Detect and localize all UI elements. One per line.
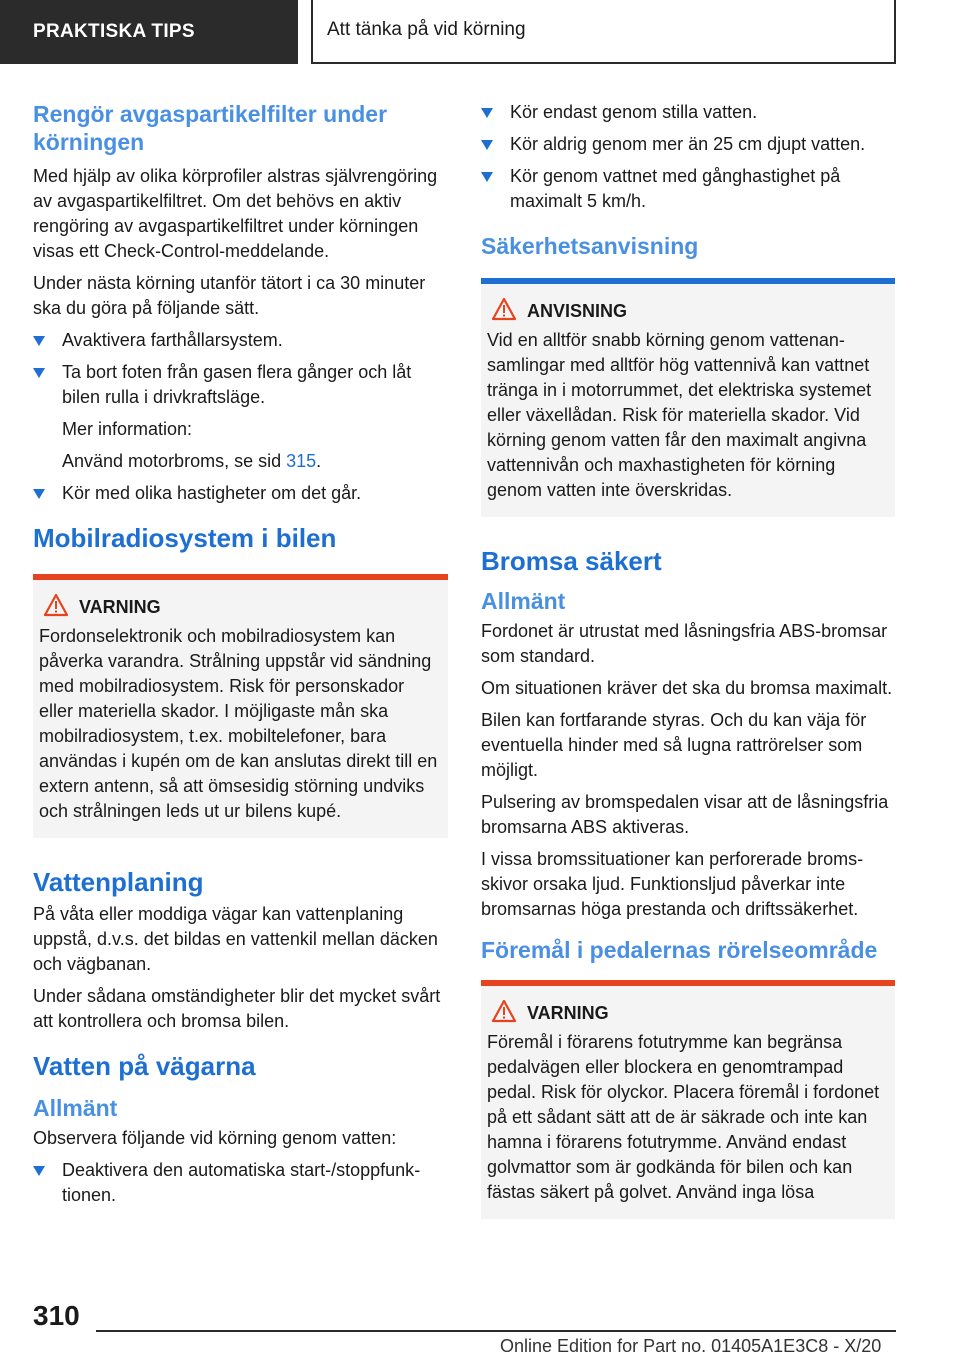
pedal-heading: Föremål i pedalernas rörelseområde	[481, 937, 878, 963]
brake-paragraph-4: Pulsering av bromspedalen visar att de låsningsfria bromsarna ABS aktiveras.	[481, 792, 889, 837]
triangle-bullet-icon	[33, 336, 45, 346]
triangle-bullet-icon	[481, 108, 493, 118]
mobile-heading: Mobilradiosystem i bilen	[33, 523, 337, 553]
page-number: 310	[33, 1300, 80, 1331]
dpf-list	[33, 328, 448, 410]
aquaplaning-paragraph-1: På våta eller moddiga vägar kan vattenplaning uppstå, d.v.s. det bildas en vattenkil mellan däcken och vägbanan.	[33, 904, 438, 974]
list-item: Kör med olika hastigheter om det går.	[33, 481, 448, 506]
dpf-paragraph-1: Med hjälp av olika körprofiler alstras självrengöring av avgaspartikelfiltret. Om det behövs en aktiv rengöring av avgaspartikelfiltret under körningen visas ett Check-Control-meddelande.	[33, 166, 438, 261]
brake-paragraph-1: Fordonet är utrustat med låsningsfria ABS-bromsar som standard.	[481, 621, 888, 666]
mobile-warning-box	[33, 574, 448, 838]
left-column	[33, 100, 448, 1215]
warning-triangle-icon	[491, 999, 517, 1023]
list-item: Avaktivera farthållarsystem.	[33, 328, 448, 353]
triangle-bullet-icon	[481, 140, 493, 150]
dpf-heading: Rengör avgaspartikelfilter under körningen	[33, 101, 388, 155]
safety-notice-box	[481, 278, 895, 517]
warning-triangle-icon	[43, 593, 69, 617]
brake-paragraph-2: Om situationen kräver det ska du bromsa maximalt.	[481, 678, 893, 698]
water-heading: Vatten på vägarna	[33, 1051, 256, 1081]
brake-heading: Bromsa säkert	[481, 546, 662, 576]
list-item: Kör aldrig genom mer än 25 cm djupt vatten.	[481, 132, 895, 157]
pedal-warning-box	[481, 980, 895, 1219]
page-header	[0, 0, 960, 66]
chapter-title: Att tänka på vid körning	[311, 0, 896, 64]
list-item: Kör genom vattnet med gånghastighet på maximalt 5 km/h.	[481, 164, 895, 214]
water-subheading: Allmänt	[33, 1095, 118, 1121]
page-link-315[interactable]: 315	[286, 451, 317, 471]
water-list-right	[481, 100, 895, 214]
list-item: Deaktivera den automatiska start-/stoppfunktionen.	[33, 1158, 448, 1208]
aquaplaning-paragraph-2: Under sådana omständigheter blir det mycket svårt att kontrollera och bromsa bilen.	[33, 986, 441, 1031]
warning-text: Föremål i förarens fotutrymme kan begränsa pedalvägen eller blockera en genomtrampad pedal. Risk för olyckor. Placera föremål i fordonet på ett sådant sätt att de är säkrade och inte kan hamna i förarens fotutrymme. Använd endast golvmattor som är godkända för bilen och kan fästas säkert på golvet. Använd inga lösa	[487, 1032, 880, 1202]
dpf-paragraph-2: Under nästa körning utanför tätort i ca 30 minuter ska du göra på följande sätt.	[33, 273, 426, 318]
warning-triangle-icon	[491, 297, 517, 321]
right-column	[481, 100, 895, 1219]
triangle-bullet-icon	[33, 368, 45, 378]
list-item: Kör endast genom stilla vatten.	[481, 100, 895, 125]
triangle-bullet-icon	[33, 1166, 45, 1176]
notice-text: Vid en alltför snabb körning genom vattenansamlingar med alltför hög vattennivå kan vattnet tränga in i motorrummet, det elektriska systemet eller växellådan. Risk för materiella skador. Vid körning genom vatten får den maximalt angivna vattennivån och maxhastigheten för körning genom vatten inte överskridas.	[487, 330, 872, 500]
warning-text: Fordonselektronik och mobilradiosystem kan påverka varandra. Strålning uppstår vid sändning med mobilradiosystem. Risk för personskador eller materiella skador. I möjligaste mån ska mobilradiosystem, t.ex. mobiltelefoner, bara användas i kupén om de kan anslutas direkt till en extern antenn, så att ömsesidig störning undviks och strålningen leds ut ur bilens kupé.	[39, 626, 438, 821]
engine-brake-ref: Använd motorbroms, se sid 315.	[62, 451, 322, 471]
warning-title: VARNING	[39, 594, 440, 620]
notice-title: ANVISNING	[487, 298, 887, 324]
more-info-label: Mer information:	[62, 419, 193, 439]
brake-paragraph-5: I vissa bromssituationer kan perforerade bromsskivor orsaka ljud. Funktionsljud påverkar inte bromsarnas höga prestanda och driftssäkerhet.	[481, 849, 864, 919]
triangle-bullet-icon	[33, 489, 45, 499]
warning-title: VARNING	[487, 1000, 887, 1026]
water-list-left	[33, 1158, 448, 1208]
section-tab: PRAKTISKA TIPS	[0, 0, 298, 64]
aquaplaning-heading: Vattenplaning	[33, 867, 204, 897]
safety-heading: Säkerhetsanvisning	[481, 233, 699, 259]
list-item: Ta bort foten från gasen flera gånger och låt bilen rulla i drivkraftsläge.	[33, 360, 448, 410]
brake-paragraph-3: Bilen kan fortfarande styras. Och du kan väja för eventuella hinder med så lugna rattrörelser som möjligt.	[481, 710, 867, 780]
triangle-bullet-icon	[481, 172, 493, 182]
dpf-list-end	[33, 481, 448, 506]
water-paragraph: Observera följande vid körning genom vatten:	[33, 1128, 397, 1148]
edition-text: Online Edition for Part no. 01405A1E3C8 - X/20	[500, 1336, 882, 1356]
brake-subheading: Allmänt	[481, 588, 566, 614]
footer-divider	[96, 1330, 896, 1332]
